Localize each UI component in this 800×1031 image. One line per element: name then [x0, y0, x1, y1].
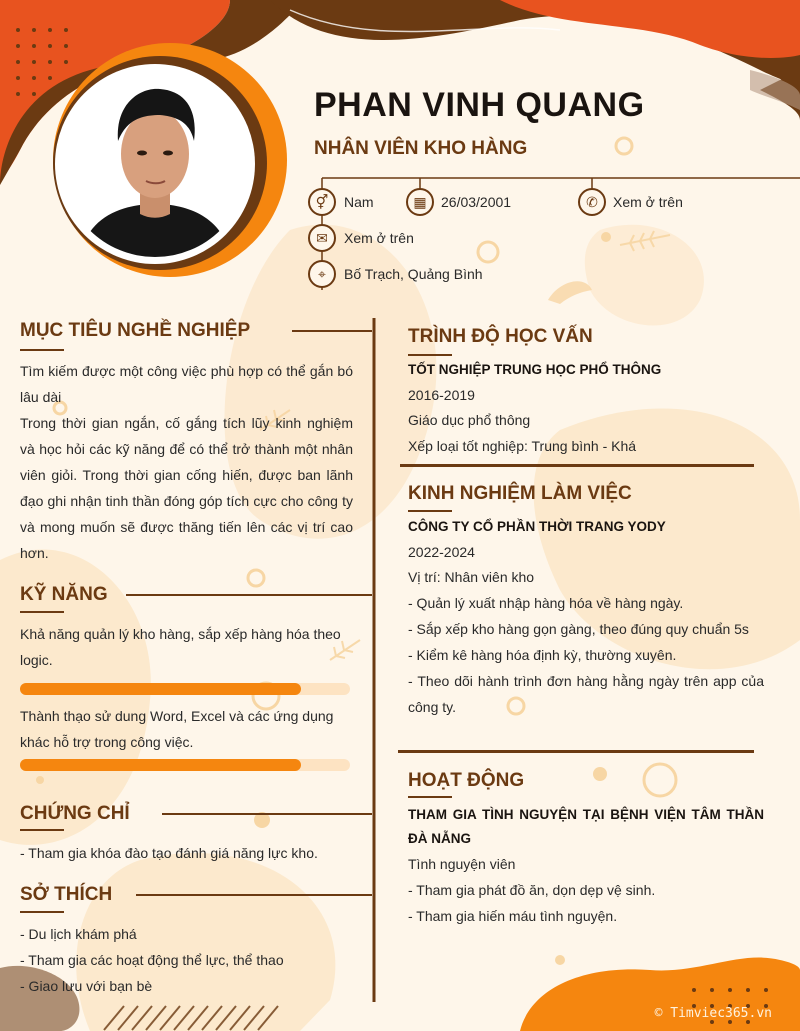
certificates-heading: CHỨNG CHỈ: [20, 803, 130, 824]
calendar-icon: ▦: [406, 188, 434, 216]
activities-underline: [408, 796, 452, 798]
skills-rule: [126, 594, 372, 596]
avatar: [60, 69, 250, 259]
candidate-name: PHAN VINH QUANG: [314, 86, 645, 124]
education-grade: Xếp loại tốt nghiệp: Trung bình - Khá: [408, 438, 637, 454]
experience-company: CÔNG TY CỔ PHẦN THỜI TRANG YODY: [408, 519, 666, 534]
objective-underline: [20, 349, 64, 351]
skill-1-bar: [20, 683, 301, 695]
education-period: 2016-2019: [408, 387, 475, 403]
hobbies-underline: [20, 911, 64, 913]
certificates-rule: [162, 813, 372, 815]
experience-task: - Theo dõi hành trình đơn hàng hằng ngày trên app của công ty.: [408, 673, 764, 715]
job-title: NHÂN VIÊN KHO HÀNG: [314, 138, 528, 159]
mail-icon: ✉: [308, 224, 336, 252]
education-heading: TRÌNH ĐỘ HỌC VẤN: [408, 326, 593, 347]
activities-item: - Tham gia hiến máu tình nguyện.: [408, 908, 618, 924]
skill-2-text: Thành thạo sử dung Word, Excel và các ứng dụng khác hỗ trợ trong công việc.: [20, 708, 334, 750]
hobbies-heading: SỞ THÍCH: [20, 884, 113, 905]
skills-heading: KỸ NĂNG: [20, 584, 108, 605]
education-underline: [408, 354, 452, 356]
skill-2-bar: [20, 759, 301, 771]
activities-role: Tình nguyện viên: [408, 856, 516, 872]
hobby-item: - Du lịch khám phá: [20, 926, 137, 942]
address-value: Bố Trạch, Quảng Bình: [344, 266, 483, 282]
email-value: Xem ở trên: [344, 230, 414, 246]
experience-task: - Quản lý xuất nhập hàng hóa về hàng ngày.: [408, 595, 684, 611]
birthdate-value: 26/03/2001: [441, 194, 512, 210]
experience-period: 2022-2024: [408, 544, 475, 560]
hobby-item: - Tham gia các hoạt động thể lực, thể thao: [20, 952, 284, 968]
hobbies-rule: [136, 894, 372, 896]
education-major: Giáo dục phổ thông: [408, 412, 531, 428]
watermark: © Timviec365.vn: [654, 1006, 772, 1021]
experience-task: - Sắp xếp kho hàng gọn gàng, theo đúng quy chuẩn 5s: [408, 621, 749, 637]
hobby-item: - Giao lưu với bạn bè: [20, 978, 153, 994]
objective-text: Tìm kiếm được một công việc phù hợp có thể gắn bó lâu dài Trong thời gian ngắn, cố gắng tích lũy kinh nghiệm và học hỏi các kỹ năng để có thể trở thành một nhân viên giỏi. Trong thời gian cống hiến, được ban lãnh đạo ghi nhận tinh thần đóng góp tích cực cho công ty và mong muốn sẽ được thăng tiến lên các vị trí cao hơn.: [20, 363, 353, 561]
experience-underline: [408, 510, 452, 512]
phone-icon: ✆: [578, 188, 606, 216]
experience-task: - Kiểm kê hàng hóa định kỳ, thường xuyên.: [408, 647, 677, 663]
education-divider: [400, 464, 754, 467]
gender-icon: ⚥: [308, 188, 336, 216]
certificate-item: - Tham gia khóa đào tạo đánh giá năng lực kho.: [20, 845, 318, 861]
objective-heading: MỤC TIÊU NGHỀ NGHIỆP: [20, 320, 251, 341]
location-pin-icon: ⌖: [308, 260, 336, 288]
objective-rule: [292, 330, 372, 332]
skill-1-text: Khả năng quản lý kho hàng, sắp xếp hàng hóa theo logic.: [20, 626, 341, 668]
experience-divider: [398, 750, 754, 753]
activities-heading: HOẠT ĐỘNG: [408, 770, 525, 791]
gender-value: Nam: [344, 194, 374, 210]
certificates-underline: [20, 829, 64, 831]
skills-underline: [20, 611, 64, 613]
phone-value: Xem ở trên: [613, 194, 683, 210]
activities-item: - Tham gia phát đồ ăn, dọn dẹp vệ sinh.: [408, 882, 656, 898]
experience-position: Vị trí: Nhân viên kho: [408, 569, 535, 585]
experience-heading: KINH NGHIỆM LÀM VIỆC: [408, 483, 632, 504]
activities-org: THAM GIA TÌNH NGUYỆN TẠI BỆNH VIỆN TÂM THẦN ĐÀ NẴNG: [408, 807, 764, 846]
education-school: TỐT NGHIỆP TRUNG HỌC PHỔ THÔNG: [408, 362, 662, 377]
